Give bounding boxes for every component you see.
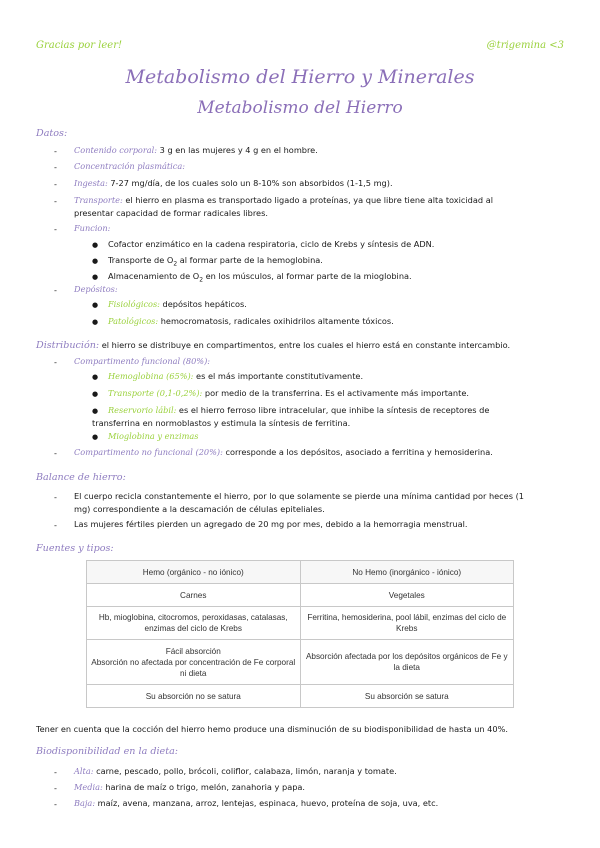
dash-bullet: - [54,767,57,777]
page-title: Metabolismo del Hierro y Minerales [125,66,475,88]
table-row [87,561,514,584]
compartimento-funcional: Compartimento funcional (80%): [74,356,211,366]
iron-types-table [86,560,514,708]
transporte-item: Transporte (0,1-0,2%): por medio de la transferrina. Es el activamente más importante. [108,388,469,398]
biodisp-alta: Alta: carne, pescado, pollo, brócoli, coliflor, calabaza, limón, naranja y tomate. [74,766,397,776]
dash-bullet: - [54,179,57,189]
dash-bullet: - [54,799,57,809]
dash-bullet: - [54,224,57,234]
dash-bullet: - [54,520,57,530]
biodisp-baja: Baja: maíz, avena, manzana, arroz, lentejas, espinaca, huevo, proteína de soja, uva, etc. [74,798,439,808]
section-balance-heading: Balance de hierro: [36,472,126,483]
dash-bullet: - [54,783,57,793]
datos-concentracion: Concentración plasmática: [74,161,185,171]
balance-item-1: El cuerpo recicla constantemente el hierro, por lo que solamente se pierde una mínima cantidad por heces (1 [74,491,524,501]
biodisp-media: Media: harina de maíz o trigo, melón, zanahoria y papa. [74,782,306,792]
table-cell: Absorción afectada por los depósitos orgánicos de Fe y la dieta [300,640,514,685]
dash-bullet: - [54,285,57,295]
reservorio-item: Reservorio lábil: es el hierro ferroso libre intracelular, que inhibe la síntesis de receptores de [108,405,490,415]
table-cell: Su absorción se satura [300,685,514,708]
dash-bullet: - [54,448,57,458]
datos-ingesta: Ingesta: 7-27 mg/día, de los cuales solo un 8-10% son absorbidos (1-1,5 mg). [74,178,393,188]
page-subtitle: Metabolismo del Hierro [197,98,403,118]
datos-funcion: Funcion: [74,223,111,233]
table-row [87,640,514,685]
depositos-fisiologicos: Fisiológicos: depósitos hepáticos. [108,299,247,309]
table-cell: Carnes [87,584,301,607]
table-cell: Su absorción no se satura [87,685,301,708]
dot-bullet: ● [92,241,99,249]
funcion-item-2: Transporte de $O_2$ al formar parte de la hemoglobina. [108,255,323,268]
table-cell [87,640,301,685]
table-cell: Ferritina, hemosiderina, pool lábil, enzimas del ciclo de Krebs [300,607,514,640]
header-left: Gracias por leer! [36,40,123,51]
section-biodisp-heading: Biodisponibilidad en la dieta: [36,746,179,757]
dash-bullet: - [54,492,57,502]
table-header-hemo: Hemo (orgánico - no iónico) [87,561,301,584]
funcion-item-3: Almacenamiento de $O_2$ en los músculos, al formar parte de la mioglobina. [108,271,412,284]
dot-bullet: ● [92,273,99,281]
table-row [87,685,514,708]
table-cell: Vegetales [300,584,514,607]
reservorio-item-cont: transferrina en normoblastos y estimula la síntesis de ferritina. [92,418,351,428]
dot-bullet: ● [92,407,99,415]
hemoglobina-item: Hemoglobina (65%): es el más importante constitutivamente. [108,371,364,381]
balance-item-2: Las mujeres fértiles pierden un agregado de 20 mg por mes, debido a la hemorragia menstrual. [74,519,468,529]
header-right: @trigemina <3 [486,40,564,51]
datos-contenido: Contenido corporal: 3 g en las mujeres y 4 g en el hombre. [74,145,318,155]
dot-bullet: ● [92,301,99,309]
table-cell-line: Absorción no afectada por concentración de Fe corporal ni dieta [91,657,296,678]
table-row [87,584,514,607]
funcion-item-1: Cofactor enzimático en la cadena respiratoria, ciclo de Krebs y síntesis de ADN. [108,239,435,249]
datos-depositos: Depósitos: [74,284,118,294]
section-datos-heading: Datos: [36,128,68,139]
dash-bullet: - [54,146,57,156]
table-row [87,607,514,640]
dot-bullet: ● [92,373,99,381]
mioglobina-item: Mioglobina y enzimas [108,431,199,441]
balance-item-1-cont: mg) correspondiente a la descamación de células epiteliales. [74,504,325,514]
dash-bullet: - [54,162,57,172]
table-cell-line: Fácil absorción [165,646,221,656]
table-cell: Hb, mioglobina, citocromos, peroxidasas, catalasas, enzimas del ciclo de Krebs [87,607,301,640]
section-fuentes-heading: Fuentes y tipos: [36,543,114,554]
dash-bullet: - [54,357,57,367]
distribucion-line: Distribución: el hierro se distribuye en compartimentos, entre los cuales el hierro está en constante intercambio. [36,340,511,351]
table-header-no-hemo: No Hemo (inorgánico - iónico) [300,561,514,584]
dot-bullet: ● [92,390,99,398]
depositos-patologicos: Patológicos: hemocromatosis, radicales oxihidrilos altamente tóxicos. [108,316,394,326]
datos-transporte-cont: presentar capacidad de formar radicales libres. [74,208,268,218]
dot-bullet: ● [92,318,99,326]
dot-bullet: ● [92,433,99,441]
datos-transporte: Transporte: el hierro en plasma es transportado ligado a proteínas, ya que libre tiene alta toxicidad al [74,195,493,205]
dash-bullet: - [54,196,57,206]
coccion-note: Tener en cuenta que la cocción del hierro hemo produce una disminución de su biodisponibilidad de hasta un 40%. [36,724,508,734]
compartimento-no-funcional: Compartimento no funcional (20%): corresponde a los depósitos, asociado a ferritina y hemosiderina. [74,447,493,457]
dot-bullet: ● [92,257,99,265]
